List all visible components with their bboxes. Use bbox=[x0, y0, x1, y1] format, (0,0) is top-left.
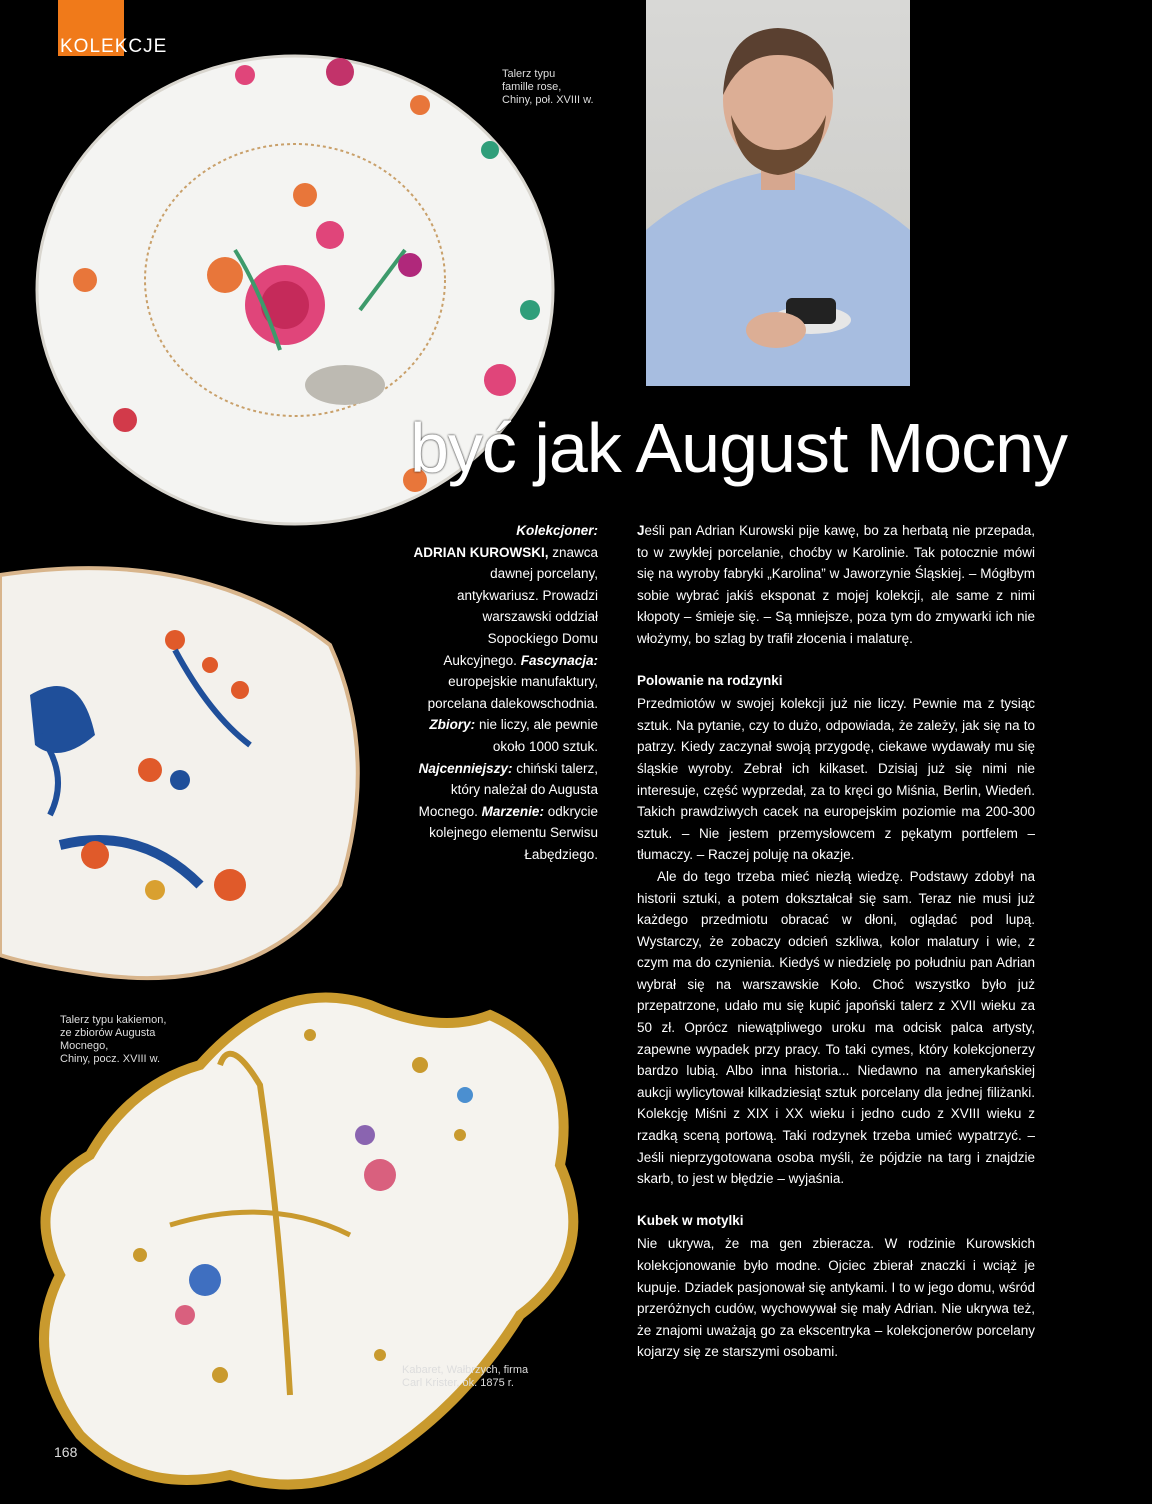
intro-text: eśli pan Adrian Kurowski pije kawę, bo za herbatą nie przepada, to w zwykłej porcelanie, choćby w Karolinie. Tak potocznie mówi się na wyroby fabryki „Karolina” w Jaworzynie Śląskiej. – Mógłbym sobie wybrać jakiś eksponat z mojej kolekcji, ale same z nimi kłopoty – śmieje się. – Są mniejsze, poza tym do zmywarki ich nie włożymy, bo szlag by trafił złocenia i malaturę. bbox=[637, 523, 1035, 646]
plate1-caption bbox=[502, 68, 594, 107]
drop-cap: J bbox=[637, 523, 645, 538]
caption-line: Talerz typu kakiemon, bbox=[60, 1014, 167, 1026]
collector-label: Kolekcjoner: bbox=[516, 523, 598, 538]
caption-line: famille rose, bbox=[502, 81, 562, 93]
most-valuable-text: chiński talerz, który należał do Augusta Mocnego. bbox=[418, 760, 598, 819]
subheading-1: Polowanie na rodzynki bbox=[637, 672, 783, 688]
collections-label: Zbiory: bbox=[429, 717, 476, 733]
most-valuable-label: Najcenniejszy: bbox=[418, 760, 513, 776]
kabaret-dish-image bbox=[20, 975, 610, 1504]
kabaret-caption bbox=[402, 1364, 528, 1390]
article-intro bbox=[637, 520, 1035, 650]
caption-line: Chiny, poł. XVIII w. bbox=[502, 94, 594, 106]
caption-line: Kabaret, Wałbrzych, firma bbox=[402, 1364, 529, 1376]
caption-line: Mocnego, bbox=[60, 1040, 109, 1052]
headline: być jak August Mocny bbox=[410, 409, 1067, 487]
dream-label: Marzenie: bbox=[481, 803, 544, 819]
collector-portrait-photo bbox=[646, 0, 910, 386]
paragraph-2: Ale do tego trzeba mieć niezłą wiedzę. Podstawy zdobył na historii sztuki, a potem dokształcał się sam. Teraz nie musi już każdego przedmiotu obracać w dłoni, oglądać pod lupą. Wystarczy, że zobaczy odcień szkliwa, kolor malatury i wie, z czym ma do czynienia. Kiedyś w niedzielę po południu pan Adrian wybrał się na warszawskie Koło. Choć wszystko było już przepatrzone, udało mu się kupić japoński talerz z XVII wieku za 50 zł. Oprócz niewątpliwego uroku ma odcisk palca artysty, zapewne wypadek przy pracy. To taki cymes, który kolekcjonerzy bardzo lubią. Albo inna historia... Niedawno na amerykańskiej aukcji wylicytował kilkadziesiąt sztuk porcelany dla jednej filiżanki. Kolekcję Miśni z XIX i XX wieku i jedno cudo z XVIII wieku z rzadką sceną portową. Taki rodzynek trzeba umieć wypatrzyć. – Jeśli nieprzygotowana osoba myśli, że pójdzie na targ i znajdzie skarb, to jest w błędzie – wyjaśnia. bbox=[637, 868, 1035, 1187]
kakiemon-plate-image bbox=[0, 555, 360, 995]
paragraph-3: Nie ukrywa, że ma gen zbieracza. W rodzinie Kurowskich kolekcjonowanie było modne. Ojciec zbierał znaczki i wciąż je kupuje. Dziadek pasjonował się antykami. I to w jego domu, wśród przeróżnych cudów, wychowywał się mały Adrian. Nie ukrywa też, że znajomi uważają go za ekscentryka – kolekcjonerów porcelany kojarzy się ze starszymi osobami. bbox=[637, 1236, 1035, 1360]
page-number: 168 bbox=[54, 1444, 78, 1460]
collector-sidebar bbox=[412, 520, 598, 866]
paragraph-1: Przedmiotów w swojej kolekcji już nie liczy. Pewnie ma z tysiąc sztuk. Na pytanie, czy to dużo, odpowiada, że zależy, jak się na to patrzy. Kiedy zaczynał swoją przygodę, ciekawe wydawały mu się śląskie wyroby. Zebrał ich kilkaset. Dzisiaj już się nimi nie interesuje, część wyprzedał, za to kręci go Miśnia, Berlin, Wiedeń. Takich prawdziwych cacek na europejskim poziomie ma 200-300 sztuk. – Nie jestem przemysłowcem z pękatym portfelem – tłumaczy. – Raczej poluję na okazje. bbox=[637, 696, 1035, 863]
caption-line: Chiny, pocz. XVIII w. bbox=[60, 1053, 161, 1065]
subheading-2: Kubek w motylki bbox=[637, 1212, 744, 1228]
collector-name: ADRIAN KUROWSKI, bbox=[413, 544, 549, 560]
collector-desc: znawca dawnej porcelany, antykwariusz. Prowadzi warszawski oddział Sopockiego Domu Aukcyjnego. bbox=[443, 544, 598, 668]
fascination-text: europejskie manufaktury, porcelana dalekowschodnia. bbox=[427, 674, 598, 711]
article-body bbox=[637, 520, 1035, 1363]
dream-text: odkrycie kolejnego elementu Serwisu Łabędziego. bbox=[429, 803, 598, 862]
section-label: KOLEKCJE bbox=[60, 36, 168, 57]
fascination-label: Fascynacja: bbox=[520, 652, 598, 668]
caption-line: Talerz typu bbox=[502, 68, 556, 80]
caption-line: Carl Krister, ok. 1875 r. bbox=[402, 1377, 514, 1389]
caption-line: ze zbiorów Augusta bbox=[60, 1027, 156, 1039]
collections-text: nie liczy, ale pewnie około 1000 sztuk. bbox=[478, 717, 598, 754]
